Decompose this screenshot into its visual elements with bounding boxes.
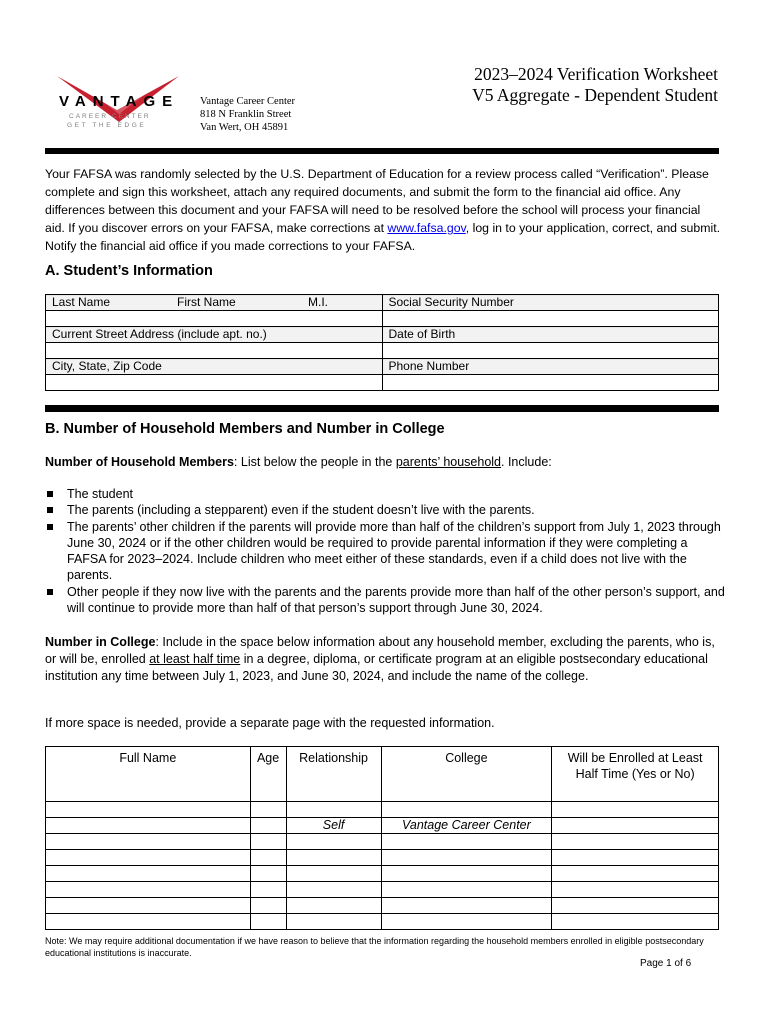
table-cell-enrolled[interactable] [552,898,719,914]
school-name: Vantage Career Center [200,96,296,107]
ssn-field[interactable] [382,311,719,327]
logo-brand-text: VANTAGE [59,93,180,110]
more-space-text: If more space is needed, provide a separate page with the requested information. [45,716,495,730]
phone-field[interactable] [382,375,719,391]
fafsa-link[interactable]: www.fafsa.gov [387,221,466,235]
table-cell-age[interactable] [250,882,286,898]
table-cell-relationship[interactable] [286,882,381,898]
table-cell-name[interactable] [46,818,251,834]
intro-text-end: , log in to your application, correct, and submit. Notify the financial aid office if you made corrections to your FAFSA. [45,221,721,253]
phone-label: Phone Number [382,359,719,375]
table-cell-enrolled[interactable] [552,882,719,898]
table-cell-college[interactable] [381,914,552,930]
table-cell-relationship[interactable] [286,866,381,882]
table-cell-relationship[interactable] [286,914,381,930]
logo-tagline-2: GET THE EDGE [67,122,147,129]
name-labels-cell [46,295,383,311]
city-field[interactable] [46,375,383,391]
table-row [46,914,719,930]
logo-tagline-1: CAREER CENTER [69,113,151,120]
last-name-label: Last Name [52,295,111,309]
table-row [46,850,719,866]
table-cell-age[interactable] [250,866,286,882]
college-desc-1: : Include in the space below information about any household member, excluding the parents, who is, or will be, enrolled [45,635,715,666]
table-row [46,882,719,898]
table-cell-name[interactable] [46,882,251,898]
footnote: Note: We may require additional documentation if we have reason to believe that the information regarding the household members enrolled in eligible postsecondary educational institutions is inaccurate. [45,936,704,958]
parents-household-text: parents’ household [395,455,502,469]
list-item: The student [45,486,729,502]
table-cell-name[interactable] [46,834,251,850]
document-title [430,64,718,106]
table-cell-enrolled[interactable] [552,850,719,866]
table-cell-name[interactable] [46,866,251,882]
number-in-college-text [45,634,725,685]
number-in-college-label: Number in College [45,635,156,649]
intro-paragraph [45,165,721,255]
table-cell-name[interactable] [46,914,251,930]
table-cell-college[interactable]: Vantage Career Center [381,818,552,834]
col-header-college: College [381,747,552,802]
table-cell-age[interactable] [250,850,286,866]
table-cell-college[interactable] [381,898,552,914]
table-cell-enrolled[interactable] [552,818,719,834]
table-cell-name[interactable] [46,898,251,914]
title-line-2: V5 Aggregate - Dependent Student [472,85,718,105]
table-cell-college[interactable] [381,866,552,882]
household-bullet-list [45,486,729,616]
table-cell-enrolled[interactable] [552,802,719,818]
page-number: Page 1 of 6 [640,958,692,969]
table-cell-college[interactable] [381,834,552,850]
school-address [200,95,295,134]
table-cell-relationship[interactable] [286,834,381,850]
table-row [46,818,719,834]
col-header-age: Age [250,747,286,802]
section-divider [45,405,719,412]
table-cell-college[interactable] [381,850,552,866]
first-name-label: First Name [177,295,236,309]
school-city: Van Wert, OH 45891 [200,122,289,133]
table-cell-age[interactable] [250,818,286,834]
half-time-text: at least half time [149,652,241,666]
col-header-relationship: Relationship [286,747,381,802]
title-line-1: 2023–2024 Verification Worksheet [474,64,718,84]
household-members-label: Number of Household Members [45,455,234,469]
dob-label: Date of Birth [382,327,719,343]
table-cell-enrolled[interactable] [552,834,719,850]
household-table [45,746,719,930]
table-row [46,802,719,818]
city-label: City, State, Zip Code [46,359,383,375]
vantage-logo [55,76,185,134]
table-cell-college[interactable] [381,802,552,818]
table-cell-age[interactable] [250,802,286,818]
table-row [46,866,719,882]
section-a-heading: A. Student’s Information [45,263,213,279]
header-divider [45,148,719,154]
table-cell-name[interactable] [46,850,251,866]
list-item: Other people if they now live with the parents and the parents provide more than half of the other person’s support, and will continue to provide more than half of that person’s support through June 30, 2024. [45,584,729,617]
table-cell-relationship[interactable] [286,898,381,914]
table-cell-relationship[interactable] [286,802,381,818]
table-cell-name[interactable] [46,802,251,818]
table-cell-age[interactable] [250,914,286,930]
student-info-table [45,294,719,391]
table-cell-age[interactable] [250,834,286,850]
col-header-enrolled: Will be Enrolled at Least Half Time (Yes or No) [552,747,719,802]
household-members-desc: : List below the people in the [233,455,396,469]
table-cell-relationship[interactable]: Self [286,818,381,834]
list-item: The parents (including a stepparent) even if the student doesn’t live with the parents. [45,502,729,518]
ssn-label: Social Security Number [382,295,719,311]
school-street: 818 N Franklin Street [200,109,292,120]
table-cell-relationship[interactable] [286,850,381,866]
table-row [46,834,719,850]
address-field[interactable] [46,343,383,359]
household-members-end: . Include: [501,455,552,469]
address-label: Current Street Address (include apt. no.) [46,327,383,343]
intro-text: Your FAFSA was randomly selected by the U.S. Department of Education for a review process called “Verification”. Please complete and sign this worksheet, attach any required documents, and submit the form to the financial aid office. Any differences between this document and your FAFSA will need to be resolved before the school will process your financial aid. If you discover errors on your FAFSA, make corrections at [45,167,709,235]
household-members-text [45,454,725,471]
table-cell-age[interactable] [250,898,286,914]
table-cell-enrolled[interactable] [552,866,719,882]
dob-field[interactable] [382,343,719,359]
table-cell-college[interactable] [381,882,552,898]
table-row [46,898,719,914]
mi-label: M.I. [308,295,328,309]
section-b-heading: B. Number of Household Members and Number in College [45,421,445,437]
name-field[interactable] [46,311,383,327]
list-item: The parents’ other children if the parents will provide more than half of the children’s support from July 1, 2023 through June 30, 2024 or if the other children would be required to provide parental information if they were completing a FAFSA for 2023–2024. Include children who meet either of these standards, even if a child does not live with the parents. [45,519,729,584]
college-desc-2: in a degree, diploma, or certificate program at an eligible postsecondary educational institution any time between July 1, 2023, and June 30, 2024, and include the name of the college. [45,652,708,683]
col-header-full-name: Full Name [46,747,251,802]
table-cell-enrolled[interactable] [552,914,719,930]
